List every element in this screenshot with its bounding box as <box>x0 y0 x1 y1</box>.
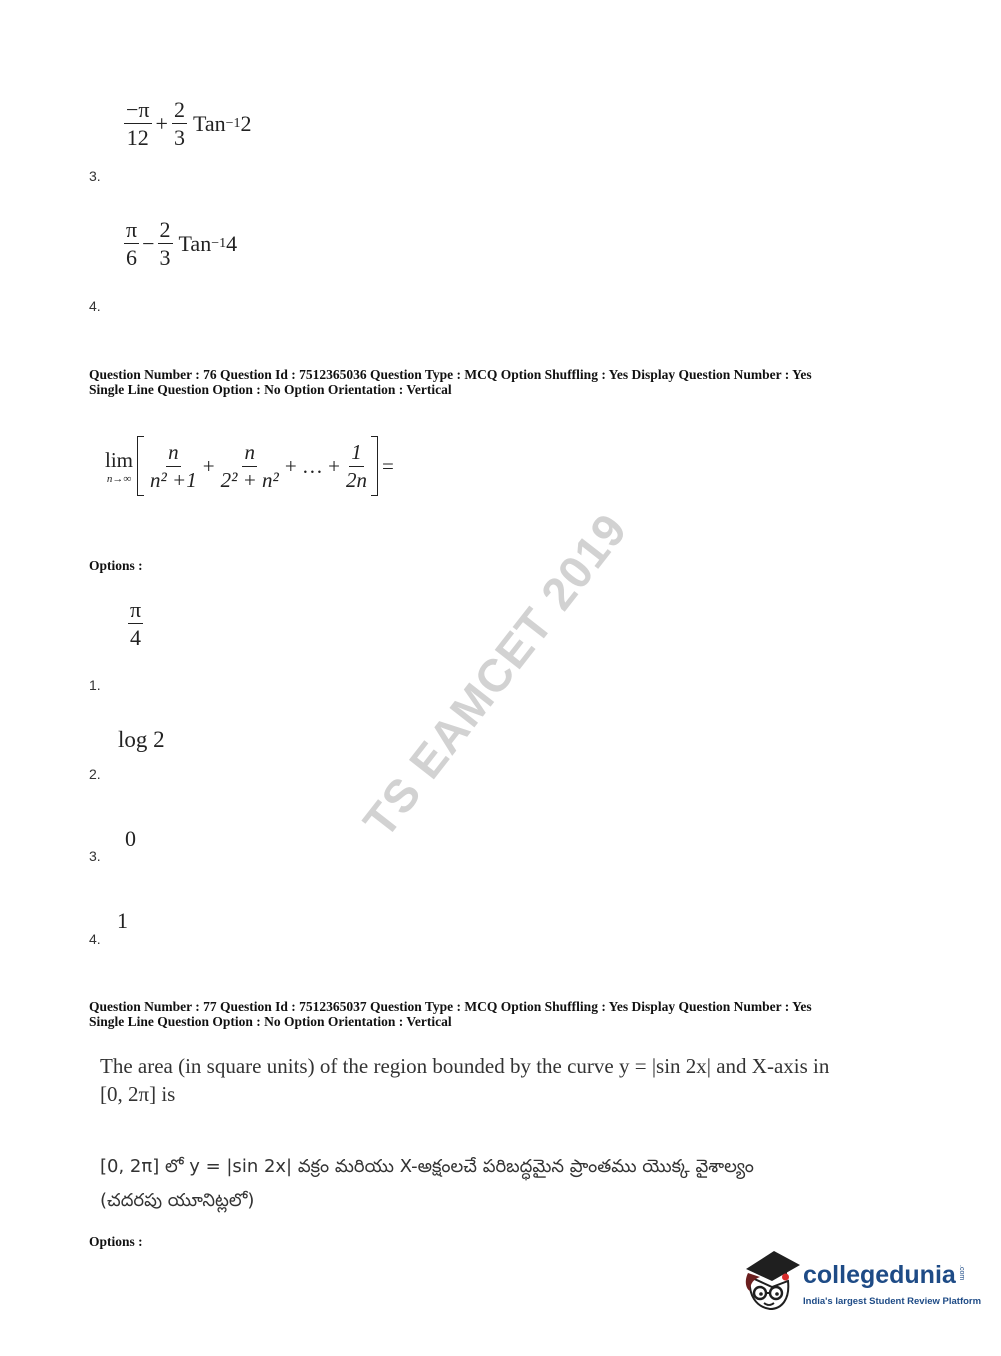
function-arg: 4 <box>226 230 238 256</box>
exponent: −1 <box>225 115 241 131</box>
frac-numerator: 2 <box>158 218 173 244</box>
mascot-icon <box>740 1247 802 1313</box>
q76-option-4[interactable]: 1 <box>117 908 128 933</box>
watermark: TS EAMCET 2019 <box>352 503 638 847</box>
collegedunia-logo[interactable] <box>740 1247 982 1317</box>
prev-option-3-number: 3. <box>89 168 101 184</box>
limit-subscript: n→∞ <box>106 472 132 485</box>
frac-denominator: 2² + n² <box>220 467 279 492</box>
q76-meta-line2: Single Line Question Option : No Option Orientation : Vertical <box>89 382 452 397</box>
q76-option-4-number: 4. <box>89 931 101 947</box>
ellipsis: + … + <box>284 453 341 478</box>
q76-formula <box>105 436 394 496</box>
q77-meta-line2: Single Line Question Option : No Option Orientation : Vertical <box>89 1014 452 1029</box>
q77-meta <box>89 999 969 1029</box>
frac-denominator: n² +1 <box>150 467 197 492</box>
right-bracket <box>371 436 378 496</box>
q77-english-text <box>100 1052 920 1108</box>
limit-label: lim <box>105 447 134 472</box>
logo-name: collegedunia <box>803 1261 956 1289</box>
q76-meta-line1: Question Number : 76 Question Id : 7512365036 Question Type : MCQ Option Shuffling : Yes Display Question Number : Yes <box>89 367 812 382</box>
q76-option-2-number: 2. <box>89 766 101 782</box>
function-name: Tan <box>178 230 212 256</box>
frac-denominator: 2n <box>346 467 368 492</box>
logo-suffix: .com <box>958 1265 965 1281</box>
frac-numerator: 1 <box>349 441 364 466</box>
frac-denominator: 3 <box>159 245 171 271</box>
q77-english-line2: [0, 2π] is <box>100 1082 176 1106</box>
q76-meta <box>89 367 969 397</box>
limit <box>105 448 133 485</box>
frac-numerator: n <box>242 441 257 466</box>
frac-numerator: n <box>166 441 181 466</box>
frac-denominator: 3 <box>173 125 185 151</box>
prev-option-4-formula <box>124 218 237 269</box>
q77-telugu-line1: [0, 2π] లో y = |sin 2x| వక్రం మరియు X-అక్షంలచే పరిబద్ధమైన ప్రాంతము యొక్క వైశాల్యం <box>100 1156 754 1177</box>
frac-numerator: π <box>124 218 139 244</box>
q77-meta-line1: Question Number : 77 Question Id : 7512365037 Question Type : MCQ Option Shuffling : Yes Display Question Number : Yes <box>89 999 812 1014</box>
frac-numerator: 2 <box>172 98 187 124</box>
q76-option-2[interactable]: log 2 <box>118 727 165 752</box>
frac-denominator: 6 <box>126 245 138 271</box>
minus-sign: − <box>142 230 155 256</box>
frac-numerator: −π <box>124 98 152 124</box>
left-bracket <box>137 436 144 496</box>
q76-option-3[interactable]: 0 <box>125 826 136 851</box>
q76-options-label: Options : <box>89 558 143 573</box>
function-arg: 2 <box>240 110 252 136</box>
frac-denominator: 4 <box>130 625 142 651</box>
equals-sign: = <box>382 453 394 478</box>
q77-telugu-text <box>100 1150 930 1218</box>
plus-sign: + <box>202 453 215 478</box>
plus-sign: + <box>155 110 168 136</box>
q76-option-3-number: 3. <box>89 848 101 864</box>
q76-option-1[interactable] <box>128 598 143 649</box>
frac-denominator: 12 <box>126 125 149 151</box>
exponent: −1 <box>211 235 227 251</box>
frac-numerator: π <box>128 598 143 624</box>
q77-options-label: Options : <box>89 1234 143 1249</box>
q77-telugu-line2: (చదరపు యూనిట్లలో) <box>100 1190 255 1211</box>
prev-option-3-formula <box>124 98 252 149</box>
q76-option-1-number: 1. <box>89 677 101 693</box>
prev-option-4-number: 4. <box>89 298 101 314</box>
function-name: Tan <box>192 110 226 136</box>
q77-english-line1: The area (in square units) of the region bounded by the curve y = |sin 2x| and X-axis in <box>100 1054 830 1078</box>
logo-tagline: India's largest Student Review Platform <box>803 1296 982 1307</box>
